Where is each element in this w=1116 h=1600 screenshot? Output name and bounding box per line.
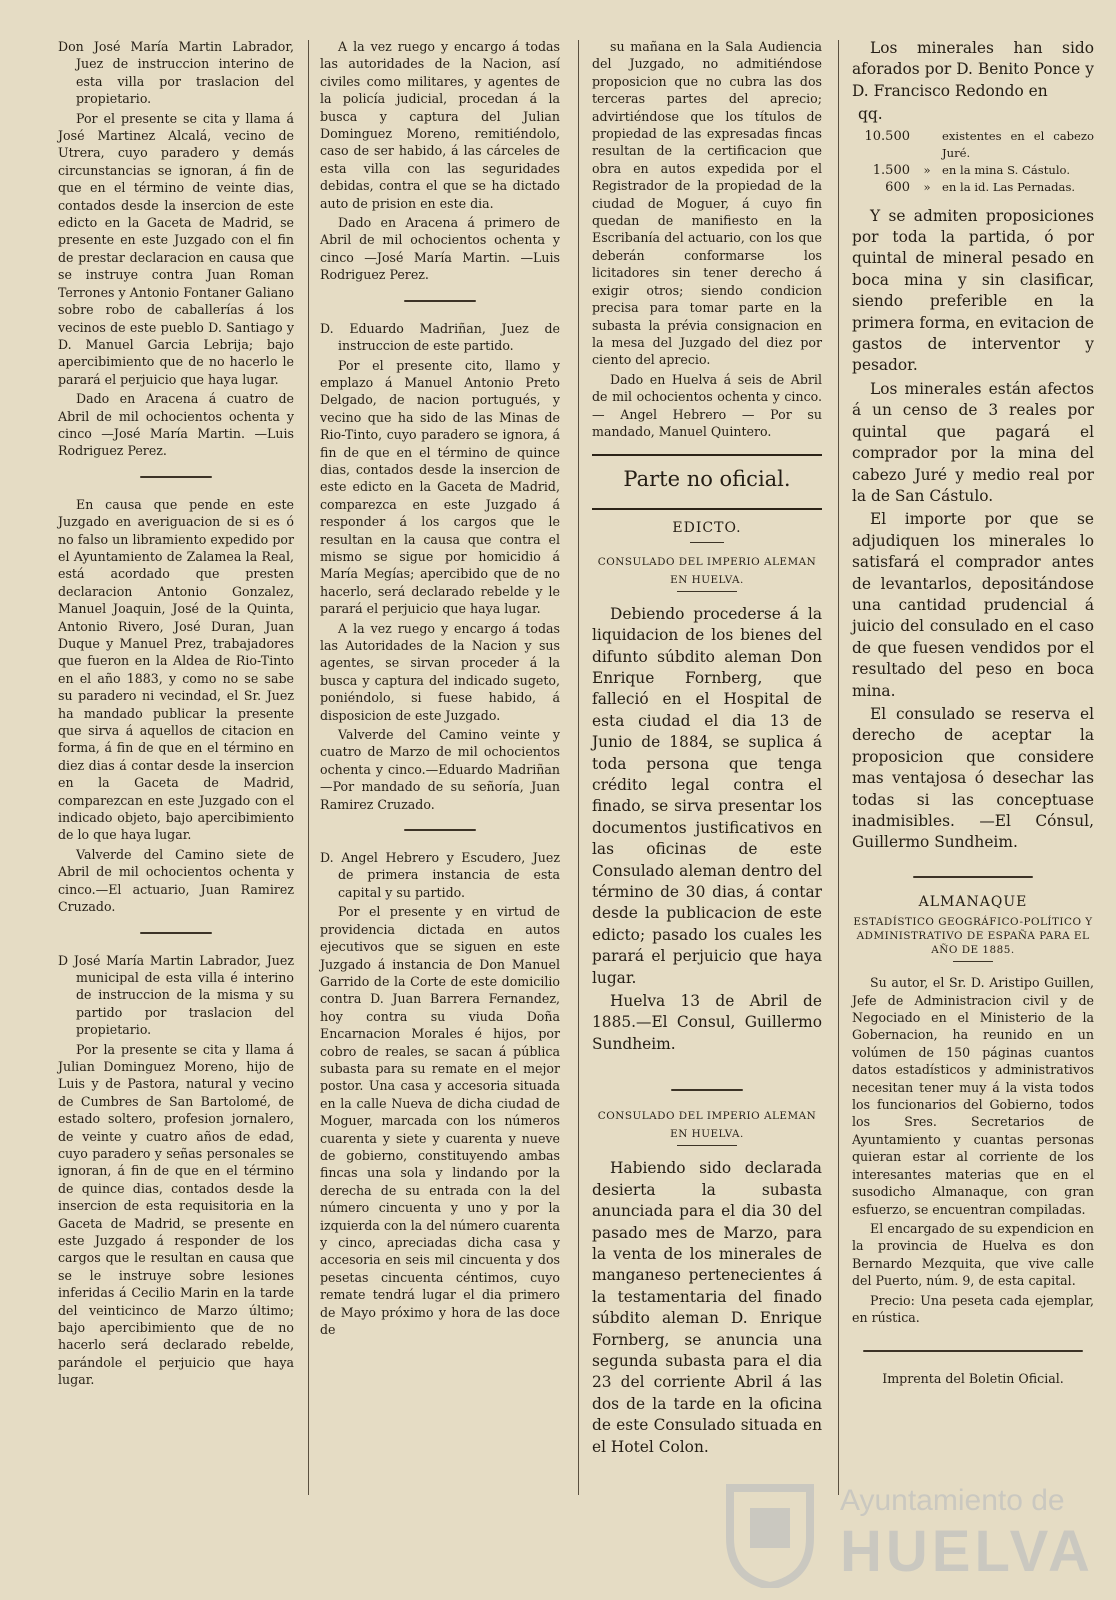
separator: [140, 476, 212, 478]
column-3: [592, 38, 822, 1460]
table-row: [852, 179, 1094, 196]
separator: [671, 1089, 743, 1091]
separator: [140, 932, 212, 934]
notice-paragraph: Por el presente se cita y llama á José Martinez Alcalá, vecino de Utrera, cuyo paradero y demás circunstancias se ignoran, á fin de que en el término de veinte dias, contados desde la insercion de este edicto en la Gaceta de Madrid, se presente en este Juzgado con el fin de prestar declaracion en causa que se instruye contra Juan Roman Terrones y Antonio Fontaner Galiano sobre robo de caballerías á los vecinos de este pueblo D. Santiago y D. Manuel Garcia Lebrija; bajo apercibimiento que de no hacerlo le parará el perjuicio que haya lugar.: [58, 110, 294, 387]
notice-paragraph: Precio: Una peseta cada ejemplar, en rústica.: [852, 1292, 1094, 1325]
notice-heading: D. Eduardo Madriñan, Juez de instruccion de este partido.: [320, 320, 560, 354]
column-divider: [308, 40, 309, 1495]
mineral-table: [852, 128, 1094, 196]
notice-signature: Dado en Aracena á primero de Abril de mil ochocientos ochenta y cinco —José María Martin. —Luis Rodriguez Perez.: [320, 215, 560, 283]
notice-heading: Don José María Martin Labrador, Juez de instruccion interino de esta villa por traslacion del propietario.: [58, 39, 294, 107]
notice-heading: D. Angel Hebrero y Escudero, Juez de primera instancia de esta capital y su partido.: [320, 850, 560, 900]
section-title-box: [592, 454, 822, 510]
notice-signature: Huelva 13 de Abril de 1885.—El Consul, Guillermo Sundheim.: [592, 992, 822, 1053]
column-divider: [838, 40, 839, 1495]
quantity-cell: 1.500: [872, 162, 910, 178]
consulate-location: EN HUELVA.: [670, 1128, 744, 1141]
notice-paragraph: Debiendo procederse á la liquidacion de los bienes del difunto súbdito aleman Don Enrique Fornberg, que falleció en el Hospital de esta ciudad el dia 13 de Junio de 1884, se suplica á toda persona que tenga crédito legal contra el finado, se sirva presentar los documentos justificativos en las oficinas de este Consulado aleman dentro del término de 30 dias, á contar desde la publicacion de este edicto; pasado los cuales les parará el perjuicio que haya lugar.: [592, 604, 822, 987]
watermark-line2: HUELVA: [840, 1519, 1094, 1584]
notice-paragraph: A la vez ruego y encargo á todas las Autoridades de la Nacion y sus agentes, se sirvan proceder á la busca y captura del indicado sugeto, poniéndolo, si fuese habido, á disposicion de este Juzgado.: [320, 620, 560, 723]
separator: [953, 961, 993, 962]
crest-icon: [720, 1478, 820, 1588]
column-4: [852, 38, 1094, 1388]
consulate-location: EN HUELVA.: [670, 573, 744, 586]
table-row: [852, 162, 1094, 179]
notice-signature: Dado en Huelva á seis de Abril de mil ochocientos ochenta y cinco.— Angel Hebrero — Por su mandado, Manuel Quintero.: [592, 371, 822, 439]
notice-signature: Dado en Aracena á cuatro de Abril de mil ochocientos ochenta y cinco —José María Martin. —Luis Rodriguez Perez.: [58, 391, 294, 459]
notice-signature: El consulado se reserva el derecho de aceptar la proposicion que considere mas ventajosa ó desechar las todas si las conceptuase inadmisibles. —El Cónsul, Guillermo Sundheim.: [852, 704, 1094, 852]
location-cell: en la id. Las Pernadas.: [942, 179, 1076, 194]
notice-paragraph: Los minerales han sido aforados por D. Benito Ponce y D. Francisco Redondo en: [852, 39, 1094, 100]
consulate-title: CONSULADO DEL IMPERIO ALEMAN: [597, 555, 817, 568]
separator: [677, 591, 737, 592]
table-row: [852, 128, 1094, 162]
separator: [404, 829, 476, 831]
location-cell: en la mina S. Cástulo.: [942, 162, 1071, 177]
separator: [690, 542, 724, 543]
notice-paragraph: En causa que pende en este Juzgado en averiguacion de si es ó no falso un libramiento expedido por el Ayuntamiento de Zalamea la Real, está acordado que presten declaracion Antonio Gonzalez, Manuel Joaquin, José de la Quinta, Antonio Rivero, José Duran, Juan Duque y Manuel Prez, trabajadores que fueron en la Aldea de Rio-Tinto en el año 1883, y como no se sabe su paradero ni vecindad, el Sr. Juez ha mandado publicar la presente que sirva á aquellos de citacion en forma, á fin de que en el término en diez dias á contar desde la insercion en la Gaceta de Madrid, comparezcan en este Juzgado con el indicado objeto, bajo apercibimiento de lo que haya lugar.: [58, 496, 294, 843]
separator: [863, 1350, 1083, 1352]
separator: [913, 876, 1033, 878]
notice-paragraph: A la vez ruego y encargo á todas las autoridades de la Nacion, así civiles como militares, y agentes de la policía judicial, procedan á la busca y captura del Julian Dominguez Moreno, remitiéndolo, caso de ser habido, á las cárceles de esta villa con las seguridades debidas, contra el que se ha dictado auto de prision en este dia.: [320, 39, 560, 211]
quantity-cell: 10.500: [864, 128, 910, 144]
almanac-title: ALMANAQUE: [918, 893, 1028, 910]
notice-paragraph: El importe por que se adjudiquen los minerales lo satisfará el comprador antes de levantarlos, depositándose una cantidad prudencial á juicio del consulado en el caso de que fuesen vendidos por el resultado del peso en boca mina.: [852, 510, 1094, 700]
notice-paragraph: Los minerales están afectos á un censo de 3 reales por quintal que pagará el comprador por la mina del cabezo Juré y medio real por la de San Cástulo.: [852, 379, 1094, 505]
notice-paragraph: Por el presente cito, llamo y emplazo á Manuel Antonio Preto Delgado, de nacion portugués, y vecino que ha sido de las Minas de Rio-Tinto, cuyo paradero se ignora, á fin de que en el término de quince dias, contados desde la insercion de este edicto en la Gaceta de Madrid, comparezca en este Juzgado á responder á los cargos que le resultan en la causa que contra el mismo se sigue por homicidio á María Megías; apercibido que de no hacerlo, será declarado rebelde y le parará el perjuicio que haya lugar.: [320, 357, 560, 617]
notice-paragraph: Por el presente y en virtud de providencia dictada en autos ejecutivos que se siguen en este Juzgado á instancia de Don Manuel Garrido de la Corte de este domicilio contra D. Juan Barrera Fernandez, hoy contra su viuda Doña Encarnacion Morales é hijos, por cobro de reales, se sacan á pública subasta para su remate en el mejor postor. Una casa y accesoria situada en la calle Nueva de dicha ciudad de Moguer, marcada con los números cuarenta y siete y cuarenta y nueve de gobierno, constituyendo ambas fincas una sola y lindando por la derecha de su entrada con la del número cincuenta y uno y por la izquierda con la del número cuarenta y cinco, apreciadas dicha casa y accesoria en seis mil cincuenta y dos pesetas cincuenta céntimos, cuyo remate tendrá lugar el dia primero de Mayo próximo y hora de las doce de: [320, 904, 560, 1338]
notice-paragraph: El encargado de su expendicion en la provincia de Huelva es don Bernardo Mezquita, que vive calle del Puerto, núm. 9, de esta capital.: [852, 1220, 1094, 1289]
location-cell: existentes en el cabezo Juré.: [942, 128, 1094, 160]
section-title: Parte no oficial.: [623, 467, 791, 492]
notice-signature: Valverde del Camino veinte y cuatro de Marzo de mil ochocientos ochenta y cinco.—Eduardo Madriñan —Por mandado de su señoría, Juan Ramirez Cruzado.: [320, 727, 560, 812]
ditto-cell: [916, 128, 938, 162]
notice-paragraph: su mañana en la Sala Audiencia del Juzgado, no admitiéndose proposicion que no cubra las dos terceras partes del aprecio; advirtiéndose que los títulos de propiedad de las expresadas fincas resultan de la certificacion que obra en autos expedida por el Registrador de la propiedad de la ciudad de Moguer, á cuyo fin quedan de manifiesto en la Escribanía del actuario, con los que deberán conformarse los licitadores sin tener derecho á exigir otros; siendo condicion precisa para tomar parte en la subasta la prévia consignacion en la mesa del Juzgado del diez por ciento del aprecio.: [592, 39, 822, 368]
notice-paragraph: Habiendo sido declarada desierta la subasta anunciada para el dia 30 del pasado mes de Marzo, para la venta de los minerales de manganeso pertenecientes á la testamentaria del finado súbdito aleman D. Enrique Fornberg, se anuncia una segunda subasta para el dia 23 del corriente Abril á las dos de la tarde en la oficina de este Consulado situada en el Hotel Colon.: [592, 1159, 822, 1456]
ditto-cell: »: [923, 162, 931, 177]
printer-credit: Imprenta del Boletin Oficial.: [882, 1371, 1064, 1387]
separator: [404, 300, 476, 302]
notice-paragraph: Su autor, el Sr. D. Aristipo Guillen, Jefe de Administracion civil y de Negociado en el Ministerio de la Gobernacion, ha reunido en un volúmen de 150 páginas cuantos datos estadísticos y administrativos necesitan tener muy á la vista todos los funcionarios del Gobierno, todos los Sres. Secretarios de Ayuntamiento y cuantas personas quieran estar al corriente de los interesantes materias que en el susodicho Almanaque, con gran esfuerzo, se encuentran compiladas.: [852, 975, 1094, 1217]
column-1: [58, 38, 294, 1391]
quantity-cell: 600: [885, 179, 910, 195]
separator: [677, 1145, 737, 1146]
consulate-title: CONSULADO DEL IMPERIO ALEMAN: [597, 1110, 817, 1123]
ditto-cell: »: [923, 179, 931, 194]
notice-heading: D José María Martin Labrador, Juez municipal de esta villa é interino de instruccion de la misma y su partido por traslacion del propietario.: [58, 952, 294, 1038]
column-divider: [578, 40, 579, 1495]
almanac-subtitle: ESTADÍSTICO GEOGRÁFICO-POLÍTICO Y ADMINISTRATIVO DE ESPAÑA PARA EL AÑO DE 1885.: [853, 916, 1093, 957]
column-2: [320, 38, 560, 1340]
edicto-title: EDICTO.: [672, 520, 742, 537]
notice-paragraph: Y se admiten proposiciones por toda la partida, ó por quintal de mineral pesado en boca mina y sin clasificar, siendo preferible en la primera forma, en evitacion de gastos de interventor y pesador.: [852, 206, 1094, 375]
watermark-line1: Ayuntamiento de: [840, 1484, 1065, 1517]
quintal-unit: qq.: [858, 105, 883, 124]
notice-paragraph: Por la presente se cita y llama á Julian Dominguez Moreno, hijo de Luis y de Pastora, natural y vecino de Cumbres de San Bartolomé, de estado soltero, profesion jornalero, de veinte y cuatro años de edad, cuyo paradero y señas personales se ignoran, á fin de que en el término de quince dias, contados desde la insercion de esta requisitoria en la Gaceta de Madrid, se presente en este Juzgado á responder de los cargos que le resultan en causa que se le instruye sobre lesiones inferidas á Cecilio Marin en la tarde del veinticinco de Marzo último; bajo apercibimiento que de no hacerlo será declarado rebelde, parándole el perjuicio que haya lugar.: [58, 1041, 294, 1388]
notice-signature: Valverde del Camino siete de Abril de mil ochocientos ochenta y cinco.—El actuario, Juan Ramirez Cruzado.: [58, 846, 294, 915]
archive-watermark: [720, 1478, 1100, 1598]
